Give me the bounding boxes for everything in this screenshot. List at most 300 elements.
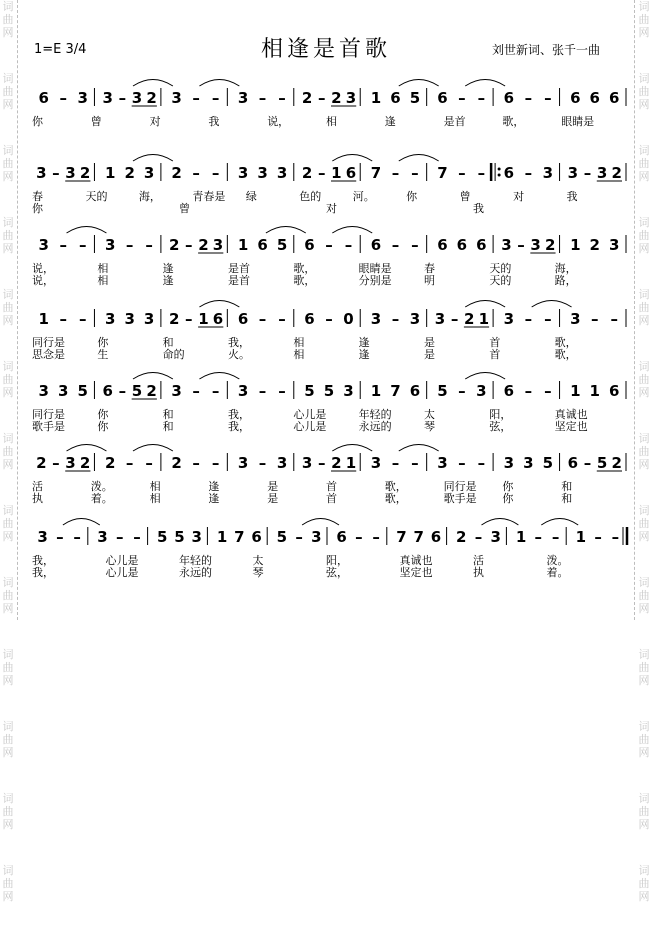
note-digit: 6 [345,164,357,182]
lyric-syllable: 我 [566,190,578,203]
note-digit: 2 [301,164,313,182]
dash-note: – [258,89,267,107]
watermark-char: 网 [2,818,14,831]
note-digit: 1 [38,310,49,328]
watermark-char: 曲 [2,229,14,242]
note-digit: 6 [251,528,262,546]
lyric-syllable: 对 [326,202,337,215]
note-digit: 6 [570,89,581,107]
lyric-syllable: 首 [489,348,501,361]
watermark-char: 曲 [638,805,650,818]
lyric-syllable: 对 [513,190,525,203]
note-digit: 3 [237,382,249,400]
lyric-syllable: 逢 [384,115,396,128]
note-digit: 3 [212,236,224,254]
dash-note: – [78,310,87,328]
dash-note: – [611,528,620,546]
tie-arc [199,373,239,380]
note-digit: 3 [370,454,382,472]
note-digit: 5 [437,382,448,400]
note-digit: 5 [304,382,315,400]
note-digit: 3 [131,89,143,107]
dash-note: – [118,382,127,400]
lyric-syllable: 海， [554,262,577,275]
lyric-syllable: 歌， [502,115,525,128]
lyric-syllable: 天的 [489,262,512,275]
watermark-char: 曲 [2,517,14,530]
watermark-char: 词 [638,216,650,229]
tie-arc [399,155,439,162]
watermark-char: 网 [2,530,14,543]
lyric-syllable: 你 [32,115,43,128]
dash-note: – [458,382,466,400]
note-digit: 7 [413,528,424,546]
lyric-syllable: 永远的 [179,566,212,579]
lyric-syllable: 是首 [443,115,466,128]
note-digit: 6 [456,236,468,254]
note-digit: 2 [301,89,313,107]
note-digit: 6 [370,236,382,254]
lyric-syllable: 曾 [90,115,102,128]
note-digit: 3 [530,236,541,254]
watermark-char: 词 [2,360,14,373]
note-digit: 3 [501,236,512,254]
tie-arc [133,155,173,162]
watermark-char: 网 [638,98,650,111]
watermark-char: 曲 [638,85,650,98]
note-digit: 5 [276,528,288,546]
dash-note: – [258,454,267,472]
note-digit: 2 [146,89,157,107]
lyric-syllable: 说， [32,274,54,287]
note-digit: 3 [343,382,354,400]
lyric-syllable: 曾 [179,202,190,215]
note-digit: 1 [575,528,587,546]
lyric-syllable: 眼睛是 [358,262,392,275]
lyric-syllable: 心儿是 [105,566,139,579]
dash-note: – [583,164,592,182]
lyric-syllable: 泼。 [546,554,569,567]
lyric-syllable: 坚定也 [399,566,433,579]
lyric-syllable: 首 [326,492,337,505]
watermark-char: 网 [2,746,14,759]
lyric-syllable: 和 [162,336,174,349]
note-digit: 2 [611,164,622,182]
note-digit: 5 [157,528,168,546]
lyric-syllable: 生 [97,348,109,361]
note-digit: 6 [609,89,620,107]
dash-note: – [211,89,220,107]
note-digit: 0 [343,310,354,328]
lyric-syllable: 真诚也 [554,408,588,421]
lyric-syllable: 曾 [459,190,471,203]
tie-arc [465,373,505,380]
lyric-syllable: 逢 [162,274,174,287]
note-digit: 7 [437,164,448,182]
watermark-char: 词 [638,360,650,373]
lyric-syllable: 绿 [245,190,257,203]
note-digit: 3 [370,310,382,328]
note-digit: 1 [237,236,249,254]
repeat-dot [498,168,501,171]
dash-note: – [477,454,486,472]
watermark-char: 网 [2,98,14,111]
lyric-syllable: 心儿是 [293,408,327,421]
note-digit: 3 [503,454,515,472]
lyric-syllable: 心儿是 [293,420,327,433]
dash-note: – [517,236,525,254]
watermark-char: 网 [2,170,14,183]
watermark-char: 词 [638,72,650,85]
lyric-syllable: 相 [149,480,161,493]
dash-note: – [524,89,533,107]
note-digit: 3 [237,164,249,182]
tie-arc [63,519,100,526]
note-digit: 1 [216,528,228,546]
lyric-syllable: 太 [424,408,435,421]
lyric-syllable: 河。 [352,190,375,203]
watermark-char: 曲 [2,301,14,314]
tie-arc [199,301,239,308]
dash-note: – [278,89,286,107]
watermark-char: 词 [2,216,14,229]
dash-note: – [344,236,353,254]
dash-note: – [211,382,220,400]
dash-note: – [325,310,333,328]
watermark-char: 网 [2,314,14,327]
tie-arc [266,227,306,234]
dash-note: – [258,382,267,400]
watermark-char: 曲 [2,85,14,98]
lyric-syllable: 我， [32,566,54,579]
dash-note: – [258,310,267,328]
watermark-char: 词 [638,288,650,301]
lyric-syllable: 泼。 [90,480,113,493]
lyric-syllable: 和 [162,420,174,433]
note-digit: 2 [331,89,342,107]
lyric-syllable: 春 [32,190,43,203]
note-digit: 3 [97,528,108,546]
dash-note: – [118,89,127,107]
dash-note: – [115,528,124,546]
dash-note: – [583,454,592,472]
note-digit: 6 [237,310,249,328]
note-digit: 2 [171,164,182,182]
watermark-char: 曲 [638,157,650,170]
dash-note: – [52,454,60,472]
dash-note: – [372,528,380,546]
tie-arc [67,227,107,234]
note-digit: 6 [212,310,224,328]
watermark-char: 网 [2,26,14,39]
lyric-syllable: 是首 [228,262,250,275]
note-digit: 3 [409,310,421,328]
note-digit: 1 [331,164,342,182]
note-digit: 3 [276,164,288,182]
dash-note: – [391,310,400,328]
dash-note: – [211,164,220,182]
note-digit: 2 [79,164,91,182]
dash-note: – [59,89,67,107]
lyric-syllable: 相 [97,274,109,287]
note-digit: 3 [37,528,48,546]
note-digit: 5 [77,382,88,400]
note-digit: 2 [611,454,622,472]
lyric-syllable: 歌手是 [443,492,477,505]
dash-note: – [524,310,533,328]
note-digit: 1 [370,89,382,107]
note-digit: 5 [131,382,143,400]
dash-note: – [192,454,200,472]
lyric-syllable: 青春是 [192,190,226,203]
note-digit: 3 [143,310,155,328]
lyric-syllable: 海， [138,190,161,203]
note-digit: 6 [102,382,113,400]
note-digit: 3 [523,454,534,472]
lyric-syllable: 是 [424,348,435,361]
watermark-char: 网 [2,386,14,399]
note-digit: 3 [36,164,47,182]
watermark-char: 网 [638,242,650,255]
watermark-char: 网 [638,530,650,543]
watermark-char: 曲 [638,877,650,890]
tie-arc [332,227,372,234]
note-digit: 3 [104,310,116,328]
note-digit: 3 [171,89,182,107]
lyric-syllable: 歌， [293,262,316,275]
dash-note: – [52,164,60,182]
dash-note: – [474,528,483,546]
dash-note: – [325,236,333,254]
note-digit: 6 [390,89,401,107]
watermark-char: 曲 [638,301,650,314]
dash-note: – [391,236,400,254]
watermark-char: 词 [2,576,14,589]
watermark-char: 词 [2,720,14,733]
watermark-char: 网 [2,242,14,255]
watermark-char: 网 [638,26,650,39]
note-digit: 6 [589,89,600,107]
dash-note: – [458,89,466,107]
watermark-char: 词 [638,720,650,733]
watermark-char: 词 [2,144,14,157]
tie-arc [133,80,173,87]
watermark-char: 网 [638,602,650,615]
note-digit: 3 [542,164,554,182]
dash-note: – [211,454,220,472]
lyric-syllable: 是 [267,480,279,493]
watermark-char: 网 [638,458,650,471]
watermark-char: 网 [638,170,650,183]
dash-note: – [145,454,153,472]
note-digit: 5 [276,236,288,254]
dash-note: – [278,382,286,400]
watermark-char: 曲 [2,877,14,890]
watermark-char: 词 [638,432,650,445]
lyric-syllable: 歌手是 [32,420,65,433]
dash-note: – [524,164,533,182]
lyric-syllable: 你 [502,492,514,505]
note-digit: 7 [396,528,407,546]
note-digit: 3 [65,454,76,472]
note-digit: 1 [589,382,600,400]
dash-note: – [594,528,602,546]
note-digit: 3 [38,382,49,400]
dash-note: – [145,236,153,254]
lyric-syllable: 相 [149,492,161,505]
lyric-syllable: 琴 [252,566,264,579]
dash-note: – [477,164,486,182]
note-digit: 6 [430,528,442,546]
watermark-char: 词 [2,288,14,301]
dash-note: – [59,236,67,254]
watermark-char: 词 [2,432,14,445]
dash-note: – [56,528,64,546]
lyric-syllable: 你 [406,190,418,203]
note-digit: 3 [311,528,322,546]
note-digit: 3 [171,382,182,400]
note-digit: 2 [198,236,209,254]
lyric-syllable: 逢 [358,336,370,349]
note-digit: 1 [515,528,527,546]
lyric-syllable: 活 [32,480,43,493]
lyric-syllable: 天的 [489,274,512,287]
song-title: 相逢是首歌 [260,37,391,62]
note-digit: 6 [437,89,448,107]
lyric-syllable: 思念是 [32,348,65,361]
watermark-char: 网 [638,674,650,687]
note-digit: 5 [409,89,421,107]
lyric-syllable: 你 [97,420,109,433]
note-digit: 3 [301,454,313,472]
watermark-char: 词 [638,792,650,805]
note-digit: 3 [143,164,155,182]
watermark-char: 曲 [2,661,14,674]
lyric-syllable: 是首 [228,274,250,287]
lyric-syllable: 春 [424,262,435,275]
watermark-char: 词 [2,72,14,85]
lyric-syllable: 阳， [489,408,512,421]
lyric-syllable: 逢 [208,480,220,493]
note-digit: 5 [174,528,185,546]
note-digit: 1 [104,164,116,182]
note-digit: 3 [257,164,268,182]
note-digit: 3 [237,454,249,472]
note-digit: 1 [370,382,382,400]
note-digit: 3 [124,310,135,328]
note-digit: 2 [171,454,182,472]
note-digit: 2 [79,454,91,472]
note-digit: 7 [390,382,401,400]
lyric-syllable: 歌， [384,480,407,493]
note-digit: 2 [463,310,475,328]
lyric-syllable: 我， [32,554,54,567]
note-digit: 3 [276,454,288,472]
note-digit: 2 [104,454,116,472]
watermark-char: 曲 [2,733,14,746]
note-digit: 2 [545,236,556,254]
lyric-syllable: 太 [252,554,264,567]
dash-note: – [458,164,466,182]
lyric-syllable: 首 [326,480,337,493]
note-digit: 6 [257,236,268,254]
note-digit: 6 [304,236,315,254]
watermark-char: 词 [638,576,650,589]
dash-note: – [524,382,533,400]
tie-arc [465,301,505,308]
watermark-char: 网 [2,674,14,687]
dash-note: – [477,89,486,107]
lyric-syllable: 相 [97,262,109,275]
watermark-char: 词 [2,504,14,517]
lyric-syllable: 弦， [326,566,348,579]
watermark-char: 曲 [638,589,650,602]
dash-note: – [192,164,200,182]
watermark-char: 曲 [638,733,650,746]
dash-note: – [125,236,134,254]
note-digit: 3 [38,236,49,254]
lyric-syllable: 色的 [299,190,322,203]
dash-note: – [355,528,363,546]
lyric-syllable: 着。 [90,492,113,505]
note-digit: 6 [476,236,487,254]
watermark-char: 网 [638,890,650,903]
lyric-syllable: 弦， [489,420,512,433]
note-digit: 6 [38,89,49,107]
dash-note: – [295,528,303,546]
watermark-char: 网 [2,890,14,903]
note-digit: 3 [104,236,116,254]
note-digit: 5 [596,454,608,472]
dash-note: – [317,164,326,182]
lyric-syllable: 我 [473,202,484,215]
note-digit: 3 [490,528,501,546]
note-digit: 6 [409,382,421,400]
note-digit: 3 [570,310,581,328]
tie-arc [481,519,518,526]
dash-note: – [391,454,400,472]
watermark-char: 曲 [2,805,14,818]
watermark-char: 曲 [638,373,650,386]
lyric-syllable: 歌， [554,348,577,361]
dash-note: – [544,310,552,328]
note-digit: 3 [609,236,620,254]
lyric-syllable: 说， [32,262,54,275]
tie-arc [332,445,372,452]
note-digit: 3 [437,454,448,472]
watermark-char: 曲 [638,13,650,26]
note-digit: 5 [542,454,554,472]
note-digit: 3 [567,164,579,182]
note-digit: 2 [168,236,180,254]
note-digit: 1 [345,454,357,472]
dash-note: – [317,454,326,472]
note-digit: 3 [434,310,446,328]
tie-arc [399,445,439,452]
dash-note: – [317,89,326,107]
lyric-syllable: 你 [32,202,43,215]
note-digit: 6 [567,454,579,472]
dash-note: – [411,454,419,472]
note-digit: 3 [503,310,515,328]
lyric-syllable: 真诚也 [399,554,433,567]
tie-arc [465,80,505,87]
tie-arc [199,80,239,87]
lyric-syllable: 逢 [208,492,220,505]
dash-note: – [59,310,67,328]
watermark-char: 网 [2,458,14,471]
lyric-syllable: 和 [561,480,573,493]
